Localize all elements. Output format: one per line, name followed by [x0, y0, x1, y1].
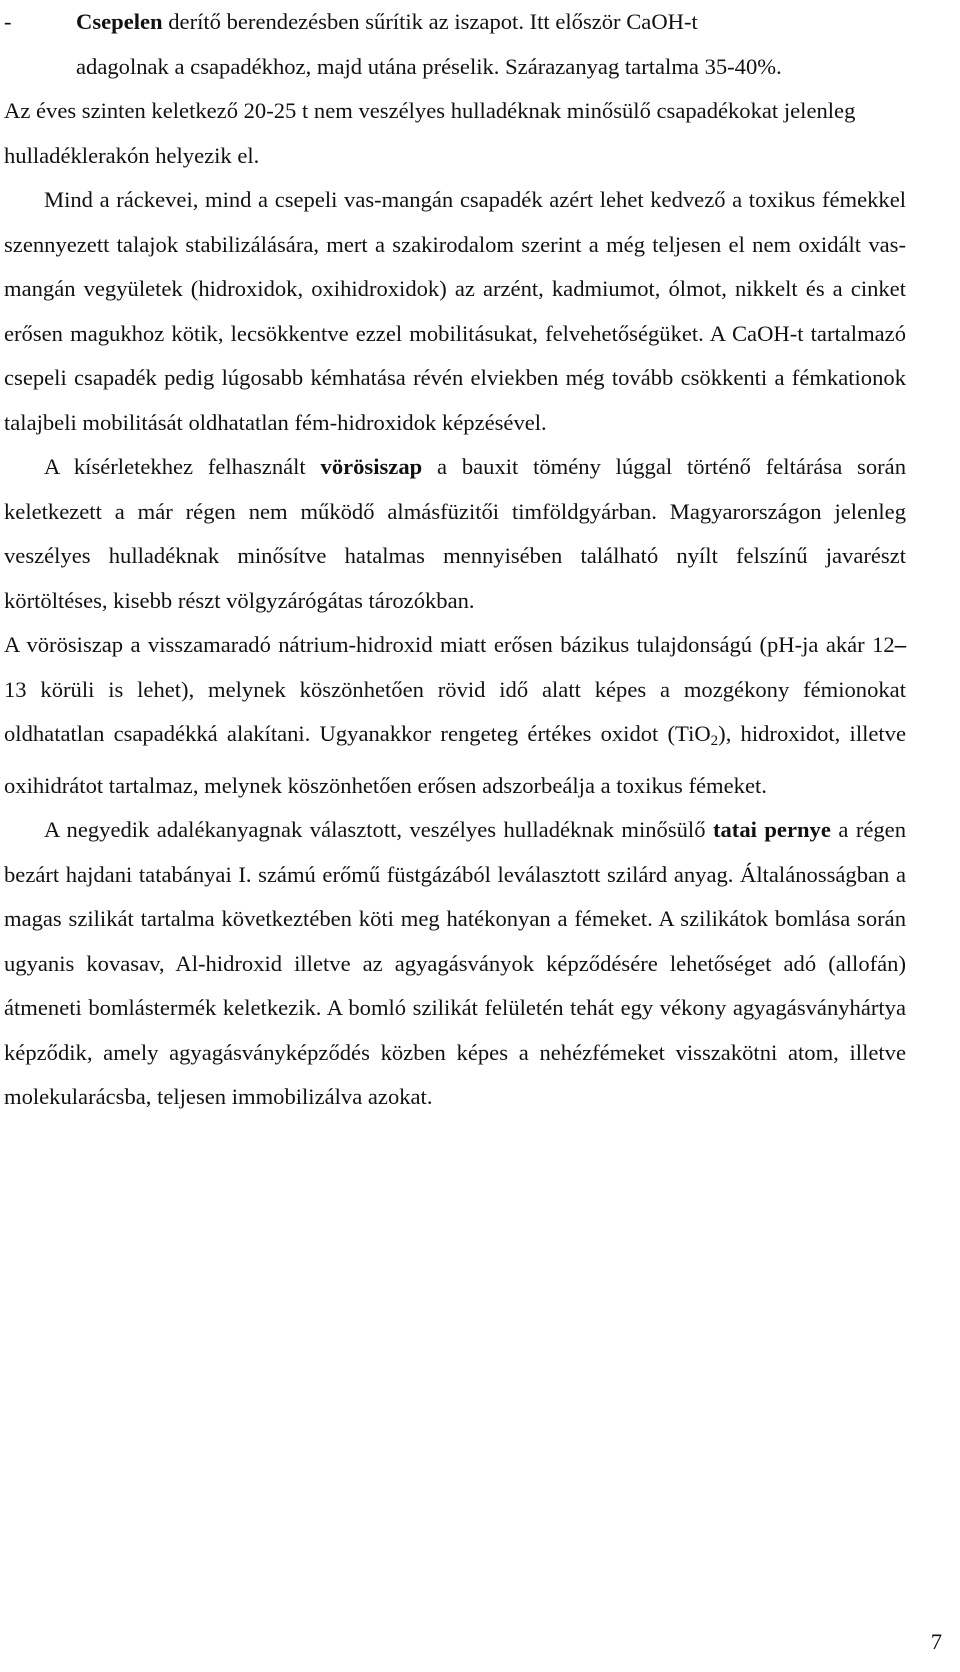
paragraph-3-part-b: 13 körüli is lehet), melynek köszönhetően rövid idő alatt képes a mozgékony fémionokat oldhatatlan csapadékká alakítani. Ugyanakkor rengeteg értékes oxidot (TiO [4, 676, 906, 746]
paragraph-3-part-c: ), hidroxidot, illetve oxihidrátot tartalmaz, melynek köszönhetően erősen adszorbeálja a toxikus fémeket. [4, 721, 906, 798]
paragraph-0: Az éves szinten keletkező 20-25 t nem veszélyes hulladéknak minősülő csapadékokat jelenleg hulladéklerakón helyezik el. [4, 98, 856, 168]
paragraph-4-bold-term: tatai pernye [712, 817, 831, 842]
paragraph-4-pre: A negyedik adalékanyagnak választott, veszélyes hulladéknak minősülő [44, 817, 713, 842]
paragraph-3-part-a: A vörösiszap a visszamaradó nátrium-hidroxid miatt erősen bázikus tulajdonságú (pH-ja akár 12 [4, 632, 895, 657]
paragraph-2 [4, 445, 906, 623]
bullet-line1-text: derítő berendezésben sűrítik az iszapot. Itt először CaOH-t [162, 9, 698, 34]
paragraph-2-post: a bauxit tömény lúggal történő feltárása során keletkezett a már régen nem működő almásfüzitői timföldgyárban. Magyarországon jelenleg veszélyes hulladéknak minősítve hatalmas mennyisében található nyílt felszínű javarészt körtöltéses, kisebb részt völgyzárógátas tározókban. [4, 454, 906, 613]
paragraph-2-bold-term: vörösiszap [320, 454, 423, 479]
paragraph-2-pre: A kísérletekhez felhasznált [44, 454, 321, 479]
paragraph-4 [4, 808, 906, 1120]
paragraph-3-subscript: 2 [710, 733, 719, 749]
paragraph-1: Mind a ráckevei, mind a csepeli vas-mangán csapadék azért lehet kedvező a toxikus fémekkel szennyezett talajok stabilizálására, mert a szakirodalom szerint a még teljesen el nem oxidált vas-mangán vegyületek (hidroxidok, oxihidroxidok) az arzént, kadmiumot, ólmot, nikkelt és a cinket erősen magukhoz kötik, lecsökkentve ezzel mobilitásukat, felvehetőségüket. A CaOH-t tartalmazó csepeli csapadék pedig lúgosabb kémhatása révén elviekben még tovább csökkenti a fémkationok talajbeli mobilitását oldhatatlan fém-hidroxidok képzésével. [4, 187, 906, 435]
bullet-dash: - [4, 9, 12, 34]
paragraph-4-post: a régen bezárt hajdani tatabányai I. számú erőmű füstgázából leválasztott szilárd anyag. Általánosságban a magas szilikát tartalma következtében köti meg hatékonyan a fémeket. A szilikátok bomlása során ugyanis kovasav, Al-hidroxid illetve az agyagásványok képződésére lehetőséget adó (allofán) átmeneti bomlástermék keletkezik. A bomló szilikát felületén tehát egy vékony agyagásványhártya képződik, amely agyagásványképződés közben képes a nehézfémeket visszakötni atom, illetve molekularácsba, teljesen immobilizálva azokat. [4, 817, 906, 1109]
bullet-first-line [4, 0, 906, 45]
paragraph-3-dash: – [894, 632, 906, 657]
bullet-continuation: adagolnak a csapadékhoz, majd utána préselik. Szárazanyag tartalma 35-40%. [76, 53, 782, 79]
paragraph-3 [4, 623, 906, 808]
bullet-bold-term: Csepelen [76, 9, 163, 34]
bullet-item [4, 0, 906, 89]
page-number: 7 [930, 1629, 942, 1654]
text-body [4, 0, 906, 1120]
